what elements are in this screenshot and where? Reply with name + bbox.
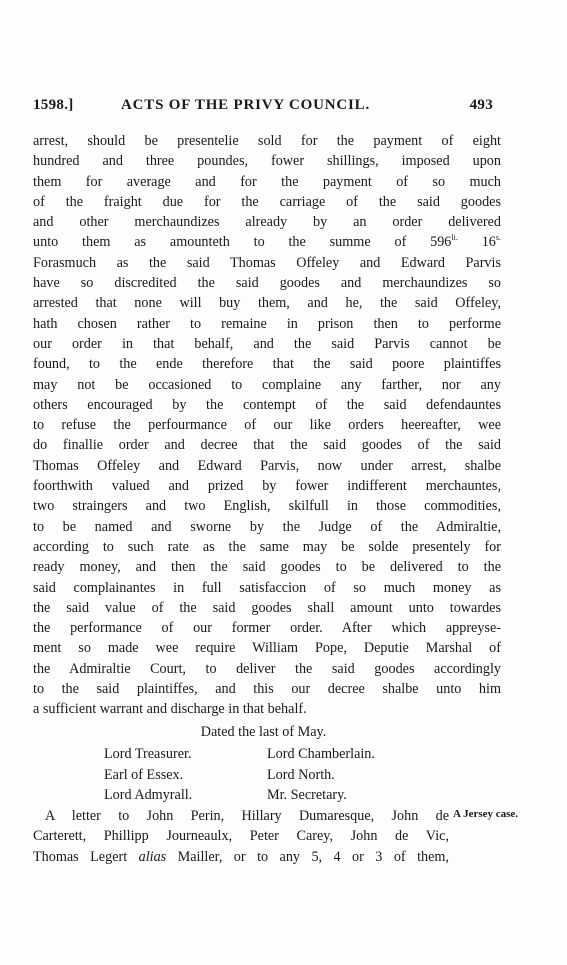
body-line: found, to the ende therefore that the said poore plaintiffes (33, 356, 501, 373)
body-line: others encouraged by the contempt of the said defendauntes (33, 396, 501, 413)
signatory: Earl of Essex. (104, 766, 184, 783)
body-line: to the said plaintiffes, and this our decree shalbe unto him (33, 681, 501, 698)
body-line: Forasmuch as the said Thomas Offeley and Edward Parvis (33, 254, 501, 271)
letter-paragraph (33, 806, 449, 867)
signatories-list (104, 744, 404, 806)
body-line: said complainantes in full satisfaccion of so much money as (33, 579, 501, 596)
body-line: the performance of our former order. After which appreyse- (33, 620, 501, 637)
signatory: Mr. Secretary. (267, 787, 347, 803)
letter-line: A letter to John Perin, Hillary Dumaresque, John de (45, 808, 449, 824)
header-title: ACTS OF THE PRIVY COUNCIL. (121, 97, 371, 113)
body-line: may not be occasioned to complaine any farther, nor any (33, 376, 501, 393)
letter-text: Thomas Legert (33, 848, 128, 865)
signatory: Lord Treasurer. (104, 746, 192, 762)
body-line: the said value of the said goodes shall amount unto towardes (33, 599, 501, 616)
page-number: 493 (469, 97, 493, 113)
letter-text: Mailler, or to any 5, 4 or 3 of them, (177, 848, 449, 865)
body-line: arrested that none will buy them, and he, the said Offeley, (33, 295, 501, 312)
body-line: hundred and three poundes, fower shillings, imposed upon (33, 153, 501, 170)
body-line: have so discredited the said goodes and merchaundizes so (33, 275, 501, 292)
body-line: arrest, should be presentelie sold for the payment of eight (33, 133, 501, 149)
body-line: to be named and sworne by the Judge of the Admiraltie, (33, 518, 501, 535)
body-line: and other merchaundizes already by an order delivered (33, 214, 501, 231)
sum-amount: 16 (481, 234, 496, 251)
sum-li: li. (451, 233, 458, 243)
signatory-row (104, 765, 404, 786)
letter-line-alias (33, 847, 449, 867)
alias-word: alias (138, 848, 167, 865)
body-line: do finallie order and decree that the said goodes of the said (33, 437, 501, 454)
body-line: a sufficient warrant and discharge in that behalf. (33, 701, 307, 718)
body-line: of the fraight due for the carriage of the said goodes (33, 193, 501, 210)
body-line: the Admiraltie Court, to deliver the said goodes accordingly (33, 660, 501, 677)
sum-text: unto them as amounteth to the summe of 596 (33, 234, 452, 251)
body-line: according to such rate as the same may be solde presentely for (33, 538, 501, 555)
body-line-sum (33, 232, 501, 252)
signatory: Lord Admyrall. (104, 787, 193, 803)
signatory-row (104, 785, 404, 806)
body-line: ready money, and then the said goodes to be delivered to the (33, 559, 501, 576)
body-line: two straingers and two English, skilfull in those commodities, (33, 498, 501, 515)
body-line: our order in that behalf, and the said Parvis cannot be (33, 335, 501, 352)
body-line: them for average and for the payment of so much (33, 173, 501, 190)
body-line: Thomas Offeley and Edward Parvis, now under arrest, shalbe (33, 457, 501, 474)
body-line: to refuse the perfourmance of our like orders heereafter, wee (33, 417, 501, 434)
sum-s: s. (495, 233, 502, 243)
dated-text: Dated the last of May. (200, 724, 327, 740)
header-year: 1598.] (33, 97, 74, 113)
dated-line (0, 724, 567, 741)
body-paragraph (33, 131, 501, 720)
body-line: foorthwith valued and prized by fower indifferent merchauntes, (33, 478, 501, 495)
body-line: ment so made wee require William Pope, Deputie Marshal of (33, 640, 501, 657)
letter-line: Carterett, Phillipp Journeaulx, Peter Carey, John de Vic, (33, 828, 449, 845)
signatory-row (104, 744, 404, 765)
running-header (33, 97, 493, 119)
body-line: hath chosen rather to remaine in prison then to performe (33, 315, 501, 332)
margin-note: A Jersey case. (453, 808, 519, 820)
signatory: Lord North. (267, 766, 335, 783)
signatory: Lord Chamberlain. (267, 746, 375, 762)
